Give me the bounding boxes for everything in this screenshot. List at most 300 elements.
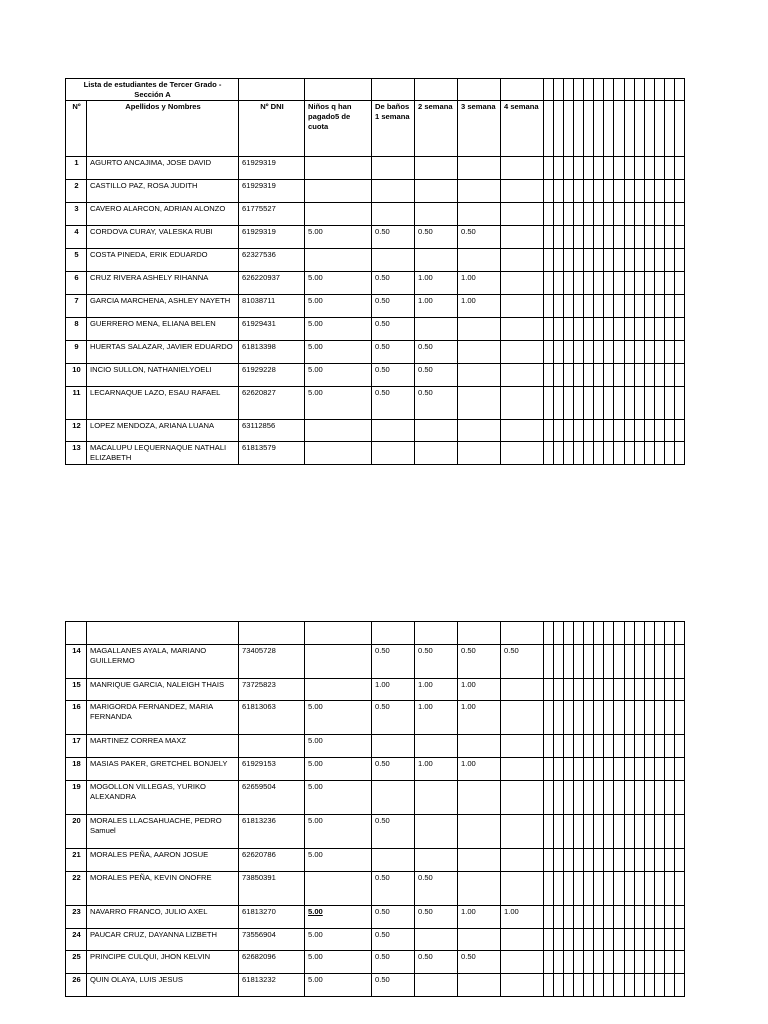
banos-cell: 0.50 [372, 872, 415, 906]
empty-cell [554, 420, 564, 442]
empty-cell [554, 387, 564, 420]
dni-cell: 61813270 [239, 906, 305, 929]
empty-cell [654, 318, 664, 341]
empty-cell [614, 272, 624, 295]
empty-cell [604, 318, 614, 341]
student-table-2 [65, 621, 685, 997]
empty-cell [634, 272, 644, 295]
student-name: PRINCIPE CULQUI, JHON KELVIN [87, 951, 239, 974]
empty-cell [415, 79, 458, 101]
week3-cell [458, 341, 501, 364]
empty-cell [614, 974, 624, 997]
empty-cell [634, 101, 644, 157]
empty-cell [564, 295, 574, 318]
row-number: 20 [66, 815, 87, 849]
empty-cell [594, 442, 604, 465]
empty-cell [634, 974, 644, 997]
week4-cell [501, 180, 544, 203]
empty-cell [574, 101, 584, 157]
dni-cell: 61929153 [239, 758, 305, 781]
empty-cell [654, 974, 664, 997]
week4-cell [501, 815, 544, 849]
week3-cell [458, 420, 501, 442]
empty-cell [544, 157, 554, 180]
cuota-cell [305, 249, 372, 272]
empty-cell [644, 951, 654, 974]
week2-cell: 0.50 [415, 226, 458, 249]
empty-cell [604, 849, 614, 872]
table-row [66, 781, 685, 815]
empty-cell [584, 929, 594, 951]
header-week2: 2 semana [415, 101, 458, 157]
week2-cell [415, 849, 458, 872]
table-row [66, 226, 685, 249]
cuota-cell [305, 180, 372, 203]
week4-cell [501, 295, 544, 318]
empty-cell [594, 645, 604, 679]
empty-cell [654, 906, 664, 929]
empty-cell [624, 79, 634, 101]
empty-cell [664, 203, 674, 226]
empty-cell [614, 849, 624, 872]
student-name: LOPEZ MENDOZA, ARIANA LUANA [87, 420, 239, 442]
empty-cell [564, 781, 574, 815]
empty-cell [594, 735, 604, 758]
empty-cell [654, 735, 664, 758]
week4-cell [501, 974, 544, 997]
student-name: MORALES PEÑA, KEVIN ONOFRE [87, 872, 239, 906]
week4-cell: 1.00 [501, 906, 544, 929]
empty-cell [574, 157, 584, 180]
empty-cell [584, 872, 594, 906]
empty-cell [664, 420, 674, 442]
empty-cell [584, 849, 594, 872]
empty-cell [564, 758, 574, 781]
week3-cell [458, 735, 501, 758]
empty-cell [614, 341, 624, 364]
empty-cell [654, 387, 664, 420]
student-name: MANRIQUE GARCIA, NALEIGH THAIS [87, 679, 239, 701]
empty-cell [624, 180, 634, 203]
empty-cell [372, 622, 415, 645]
empty-cell [614, 249, 624, 272]
week3-cell: 1.00 [458, 272, 501, 295]
empty-cell [634, 701, 644, 735]
empty-cell [564, 101, 574, 157]
empty-cell [674, 442, 684, 465]
empty-cell [594, 203, 604, 226]
empty-cell [644, 645, 654, 679]
empty-cell [458, 79, 501, 101]
student-name: AGURTO ANCAJIMA, JOSE DAVID [87, 157, 239, 180]
empty-cell [624, 318, 634, 341]
empty-cell [574, 815, 584, 849]
empty-cell [604, 815, 614, 849]
empty-cell [574, 203, 584, 226]
row-number: 15 [66, 679, 87, 701]
student-name: GUERRERO MENA, ELIANA BELEN [87, 318, 239, 341]
empty-cell [674, 249, 684, 272]
week3-cell [458, 929, 501, 951]
table-row [66, 974, 685, 997]
empty-cell [624, 622, 634, 645]
row-number: 26 [66, 974, 87, 997]
cuota-cell [305, 157, 372, 180]
empty-cell [584, 180, 594, 203]
empty-cell [554, 341, 564, 364]
table-row [66, 701, 685, 735]
dni-cell: 62659504 [239, 781, 305, 815]
empty-cell [574, 974, 584, 997]
empty-cell [624, 758, 634, 781]
empty-cell [674, 951, 684, 974]
empty-cell [634, 735, 644, 758]
empty-cell [564, 622, 574, 645]
cuota-cell: 5.00 [305, 272, 372, 295]
dni-cell [239, 735, 305, 758]
dni-cell: 61813579 [239, 442, 305, 465]
empty-cell [584, 341, 594, 364]
empty-cell [624, 929, 634, 951]
empty-cell [664, 929, 674, 951]
empty-cell [614, 442, 624, 465]
table-row [66, 420, 685, 442]
empty-cell [554, 272, 564, 295]
week4-cell [501, 364, 544, 387]
banos-cell: 0.50 [372, 951, 415, 974]
empty-cell [544, 341, 554, 364]
empty-cell [554, 974, 564, 997]
empty-cell [634, 906, 644, 929]
empty-cell [544, 442, 554, 465]
banos-cell: 0.50 [372, 906, 415, 929]
empty-cell [604, 929, 614, 951]
week2-cell [415, 420, 458, 442]
empty-cell [674, 79, 684, 101]
empty-cell [614, 180, 624, 203]
empty-cell [544, 929, 554, 951]
banos-cell: 0.50 [372, 815, 415, 849]
empty-cell [604, 781, 614, 815]
banos-cell: 0.50 [372, 295, 415, 318]
empty-cell [564, 203, 574, 226]
dni-cell: 61813398 [239, 341, 305, 364]
empty-cell [574, 318, 584, 341]
empty-cell [574, 341, 584, 364]
cuota-cell: 5.00 [305, 735, 372, 758]
empty-cell [634, 387, 644, 420]
empty-cell [584, 295, 594, 318]
week2-cell: 0.50 [415, 906, 458, 929]
empty-cell [554, 679, 564, 701]
cuota-cell: 5.00 [305, 906, 372, 929]
empty-cell [544, 364, 554, 387]
empty-cell [544, 295, 554, 318]
dni-cell: 61929319 [239, 226, 305, 249]
dni-cell: 73405728 [239, 645, 305, 679]
empty-cell [674, 929, 684, 951]
week2-cell: 1.00 [415, 701, 458, 735]
dni-cell: 61929319 [239, 180, 305, 203]
empty-cell [564, 906, 574, 929]
empty-cell [594, 79, 604, 101]
empty-cell [564, 679, 574, 701]
row-number: 8 [66, 318, 87, 341]
student-name: MASIAS PAKER, GRETCHEL BONJELY [87, 758, 239, 781]
empty-cell [674, 849, 684, 872]
table-row [66, 341, 685, 364]
empty-cell [634, 679, 644, 701]
empty-cell [674, 226, 684, 249]
empty-cell [564, 420, 574, 442]
empty-cell [544, 387, 554, 420]
week2-cell: 1.00 [415, 295, 458, 318]
empty-cell [574, 442, 584, 465]
empty-cell [584, 101, 594, 157]
empty-cell [574, 872, 584, 906]
empty-cell [664, 318, 674, 341]
empty-cell [654, 341, 664, 364]
empty-cell [654, 929, 664, 951]
empty-cell [87, 622, 239, 645]
header-num: Nº [66, 101, 87, 157]
empty-cell [654, 849, 664, 872]
empty-cell [564, 951, 574, 974]
empty-cell [594, 157, 604, 180]
empty-cell [674, 872, 684, 906]
empty-cell [644, 249, 654, 272]
cuota-cell: 5.00 [305, 341, 372, 364]
row-number: 14 [66, 645, 87, 679]
empty-cell [674, 906, 684, 929]
empty-cell [644, 318, 654, 341]
banos-cell: 0.50 [372, 701, 415, 735]
empty-cell [654, 203, 664, 226]
empty-cell [594, 295, 604, 318]
empty-cell [594, 781, 604, 815]
week2-cell [415, 249, 458, 272]
empty-cell [574, 364, 584, 387]
student-name: CRUZ RIVERA ASHELY RIHANNA [87, 272, 239, 295]
row-number: 13 [66, 442, 87, 465]
week3-cell: 1.00 [458, 295, 501, 318]
empty-cell [564, 849, 574, 872]
row-number: 4 [66, 226, 87, 249]
banos-cell [372, 781, 415, 815]
empty-cell [544, 849, 554, 872]
empty-cell [634, 157, 644, 180]
empty-cell [544, 974, 554, 997]
empty-cell [594, 180, 604, 203]
student-table-1 [65, 78, 685, 465]
week2-cell: 1.00 [415, 679, 458, 701]
empty-cell [624, 645, 634, 679]
week4-cell [501, 341, 544, 364]
empty-cell [604, 679, 614, 701]
empty-cell [664, 157, 674, 180]
week3-cell: 1.00 [458, 906, 501, 929]
empty-cell [554, 735, 564, 758]
table-row [66, 872, 685, 906]
empty-cell [594, 249, 604, 272]
empty-cell [674, 101, 684, 157]
banos-cell [372, 735, 415, 758]
empty-cell [674, 781, 684, 815]
cuota-cell: 5.00 [305, 758, 372, 781]
empty-cell [604, 180, 614, 203]
week4-cell [501, 272, 544, 295]
empty-cell [654, 295, 664, 318]
empty-cell [554, 442, 564, 465]
empty-cell [544, 645, 554, 679]
empty-cell [554, 203, 564, 226]
row-number: 12 [66, 420, 87, 442]
table-row [66, 906, 685, 929]
empty-cell [594, 815, 604, 849]
table-row [66, 272, 685, 295]
cuota-cell [305, 645, 372, 679]
empty-cell [564, 157, 574, 180]
empty-cell [544, 272, 554, 295]
row-number: 24 [66, 929, 87, 951]
empty-cell [584, 951, 594, 974]
row-number: 3 [66, 203, 87, 226]
empty-cell [664, 622, 674, 645]
week3-cell [458, 442, 501, 465]
week3-cell [458, 203, 501, 226]
empty-cell [614, 226, 624, 249]
week4-cell [501, 420, 544, 442]
dni-cell: 626220937 [239, 272, 305, 295]
student-name: CASTILLO PAZ, ROSA JUDITH [87, 180, 239, 203]
student-name: LECARNAQUE LAZO, ESAU RAFAEL [87, 387, 239, 420]
table-row [66, 157, 685, 180]
empty-cell [305, 622, 372, 645]
empty-cell [664, 849, 674, 872]
empty-cell [604, 442, 614, 465]
cuota-cell: 5.00 [305, 387, 372, 420]
banos-cell: 1.00 [372, 679, 415, 701]
empty-cell [554, 906, 564, 929]
empty-cell [624, 272, 634, 295]
empty-cell [664, 272, 674, 295]
empty-cell [644, 226, 654, 249]
dni-cell: 61813063 [239, 701, 305, 735]
week3-cell [458, 249, 501, 272]
empty-cell [644, 849, 654, 872]
empty-cell [594, 951, 604, 974]
empty-cell [584, 272, 594, 295]
empty-cell [604, 951, 614, 974]
empty-cell [554, 226, 564, 249]
empty-cell [604, 157, 614, 180]
week3-cell [458, 815, 501, 849]
week2-cell: 0.50 [415, 872, 458, 906]
student-name: MORALES PEÑA, AARON JOSUE [87, 849, 239, 872]
dni-cell: 81038711 [239, 295, 305, 318]
table-row [66, 203, 685, 226]
empty-cell [604, 226, 614, 249]
row-number: 7 [66, 295, 87, 318]
empty-cell [634, 226, 644, 249]
empty-cell [634, 815, 644, 849]
empty-cell [554, 781, 564, 815]
empty-cell [624, 906, 634, 929]
table-row [66, 929, 685, 951]
banos-cell: 0.50 [372, 226, 415, 249]
empty-cell [614, 815, 624, 849]
week4-cell [501, 849, 544, 872]
empty-cell [564, 929, 574, 951]
empty-cell [644, 101, 654, 157]
banos-cell: 0.50 [372, 341, 415, 364]
student-name: GARCIA MARCHENA, ASHLEY NAYETH [87, 295, 239, 318]
empty-cell [614, 679, 624, 701]
empty-cell [644, 906, 654, 929]
banos-cell [372, 157, 415, 180]
empty-cell [415, 622, 458, 645]
empty-cell [644, 974, 654, 997]
empty-cell [644, 272, 654, 295]
week3-cell [458, 364, 501, 387]
week2-cell: 0.50 [415, 341, 458, 364]
empty-cell [634, 295, 644, 318]
week2-cell [415, 203, 458, 226]
week3-cell [458, 872, 501, 906]
empty-cell [544, 79, 554, 101]
empty-cell [564, 272, 574, 295]
banos-cell: 0.50 [372, 929, 415, 951]
empty-cell [305, 79, 372, 101]
empty-cell [584, 645, 594, 679]
empty-cell [594, 387, 604, 420]
empty-cell [604, 79, 614, 101]
empty-cell [664, 249, 674, 272]
week4-cell [501, 442, 544, 465]
empty-cell [584, 781, 594, 815]
empty-cell [554, 622, 564, 645]
empty-cell [644, 758, 654, 781]
empty-cell [554, 318, 564, 341]
week4-cell [501, 929, 544, 951]
empty-cell [554, 872, 564, 906]
empty-cell [674, 272, 684, 295]
banos-cell [372, 420, 415, 442]
empty-cell [594, 974, 604, 997]
empty-cell [574, 951, 584, 974]
empty-cell [674, 679, 684, 701]
banos-cell: 0.50 [372, 318, 415, 341]
empty-cell [644, 341, 654, 364]
empty-cell [564, 79, 574, 101]
empty-cell [634, 645, 644, 679]
empty-cell [664, 701, 674, 735]
empty-cell [574, 387, 584, 420]
empty-cell [644, 387, 654, 420]
empty-cell [624, 341, 634, 364]
empty-cell [594, 872, 604, 906]
empty-cell [644, 815, 654, 849]
week2-cell [415, 974, 458, 997]
empty-cell [614, 906, 624, 929]
empty-cell [604, 735, 614, 758]
empty-cell [604, 645, 614, 679]
cuota-cell: 5.00 [305, 849, 372, 872]
week4-cell [501, 249, 544, 272]
empty-cell [594, 679, 604, 701]
empty-cell [664, 226, 674, 249]
empty-cell [594, 849, 604, 872]
